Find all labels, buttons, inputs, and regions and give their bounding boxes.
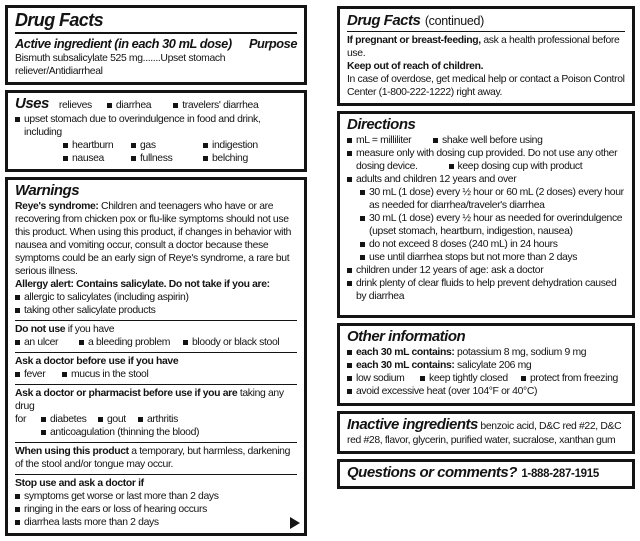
bullet-icon xyxy=(347,350,352,355)
uses-heading: Uses xyxy=(15,95,49,112)
divider xyxy=(347,31,625,32)
ask-doctor-item: fever xyxy=(15,368,62,381)
ask-pharmacist-item: arthritis xyxy=(138,413,178,426)
ask-doctor-item: mucus in the stool xyxy=(62,368,148,381)
phone-number: 1-888-287-1915 xyxy=(521,468,599,480)
purpose-heading: Purpose xyxy=(248,36,297,51)
uses-item: gas xyxy=(131,139,203,152)
allergy-item: taking other salicylate products xyxy=(15,304,297,317)
bullet-icon xyxy=(183,340,188,345)
do-not-use-line: Do not use if you have xyxy=(15,324,115,335)
continued-label: (continued) xyxy=(424,14,485,28)
bullet-icon xyxy=(347,389,352,394)
do-not-use-item: bloody or black stool xyxy=(183,336,279,349)
directions-item: drink plenty of clear fluids to help prevent dehydration caused by diarrhea xyxy=(347,277,625,303)
bullet-icon xyxy=(347,177,352,182)
uses-item: fullness xyxy=(131,152,203,165)
bullet-icon xyxy=(433,138,438,143)
continued-title-box xyxy=(337,6,635,106)
bullet-icon xyxy=(347,268,352,273)
divider xyxy=(15,384,297,385)
inactive-ingredients-heading: Inactive ingredients xyxy=(347,416,478,433)
bullet-icon xyxy=(15,494,20,499)
bullet-icon xyxy=(131,156,136,161)
directions-subitem: use until diarrhea stops but not more than 2 days xyxy=(360,251,625,264)
bullet-icon xyxy=(15,295,20,300)
bullet-icon xyxy=(15,340,20,345)
bullet-icon xyxy=(449,164,454,169)
other-info-item: each 30 mL contains: salicylate 206 mg xyxy=(347,359,625,372)
stop-use-item: ringing in the ears or loss of hearing occurs xyxy=(15,503,297,516)
bullet-icon xyxy=(15,117,20,122)
uses-item: heartburn xyxy=(63,139,131,152)
reyes-syndrome-paragraph: Reye's syndrome: Children and teenagers who have or are recovering from chicken pox or flu-like symptoms should not use this product. When using this product, if changes in behavior with nausea and vomiting occur, consult a doctor because these symptoms could be an early sign of Reye's syndrome, a rare but serious illness. xyxy=(15,201,292,277)
bullet-icon xyxy=(131,143,136,148)
active-ingredient-heading: Active ingredient (in each 30 mL dose) xyxy=(15,36,232,51)
uses-symptom-row xyxy=(63,139,297,152)
bullet-icon xyxy=(347,138,352,143)
allergy-alert-line: Allergy alert: Contains salicylate. Do not take if you are: xyxy=(15,279,270,290)
bullet-icon xyxy=(203,143,208,148)
bullet-icon xyxy=(360,190,365,195)
directions-item: children under 12 years of age: ask a doctor xyxy=(347,264,625,277)
other-info-item: low sodium xyxy=(347,372,420,385)
questions-heading: Questions or comments? xyxy=(347,464,517,481)
uses-item: diarrhea xyxy=(107,99,151,112)
bullet-icon xyxy=(15,308,20,313)
inactive-ingredients-paragraph: Inactive ingredients benzoic acid, D&C red #22, D&C red #28, flavor, glycerin, purified water, sucralose, xanthan gum xyxy=(347,416,622,446)
bullet-icon xyxy=(15,507,20,512)
bullet-icon xyxy=(98,417,103,422)
directions-subitem: 30 mL (1 dose) every ½ hour as needed for overindulgence (upset stomach, heartburn, indigestion, nausea) xyxy=(360,212,625,238)
other-info-item: protect from freezing xyxy=(521,372,618,385)
drug-facts-panel-right xyxy=(337,6,635,494)
uses-symptom-row xyxy=(63,152,297,165)
bullet-icon xyxy=(63,143,68,148)
title-and-active-ingredient-box xyxy=(5,5,307,85)
allergy-item: allergic to salicylates (including aspirin) xyxy=(15,291,297,304)
ask-pharmacist-line: Ask a doctor or pharmacist before use if you are taking any drug xyxy=(15,388,284,412)
continued-arrow-icon xyxy=(290,517,300,529)
ask-doctor-line: Ask a doctor before use if you have xyxy=(15,356,179,367)
divider xyxy=(15,32,297,34)
ask-pharmacist-item: anticoagulation (thinning the blood) xyxy=(41,426,297,439)
bullet-icon xyxy=(79,340,84,345)
directions-subitem: 30 mL (1 dose) every ½ hour or 60 mL (2 doses) every hour as needed for diarrhea/traveler's diarrhea xyxy=(360,186,625,212)
when-using-paragraph: When using this product a temporary, but harmless, darkening of the stool and/or tongue may occur. xyxy=(15,446,291,470)
directions-item: mL = milliliter xyxy=(347,134,433,147)
ask-pharmacist-items-row xyxy=(15,413,297,426)
stop-use-line: Stop use and ask a doctor if xyxy=(15,478,144,489)
bullet-icon xyxy=(521,376,526,381)
bullet-icon xyxy=(41,417,46,422)
ask-pharmacist-item: gout xyxy=(98,413,138,426)
inactive-ingredients-box xyxy=(337,411,635,454)
bullet-icon xyxy=(63,156,68,161)
directions-item: shake well before using xyxy=(433,134,543,147)
questions-line xyxy=(347,464,625,482)
active-ingredient-line: Bismuth subsalicylate 525 mg.......Upset stomach reliever/Antidiarrheal xyxy=(15,53,226,77)
directions-row xyxy=(347,134,625,147)
uses-item: indigestion xyxy=(203,139,258,152)
do-not-use-item: a bleeding problem xyxy=(79,336,183,349)
stop-use-item: diarrhea lasts more than 2 days xyxy=(15,516,297,529)
other-info-item: each 30 mL contains: potassium 8 mg, sodium 9 mg xyxy=(347,346,625,359)
other-information-heading: Other information xyxy=(347,328,466,345)
bullet-icon xyxy=(360,255,365,260)
directions-heading: Directions xyxy=(347,116,416,133)
bullet-icon xyxy=(107,103,112,108)
divider xyxy=(15,474,297,475)
overdose-line: In case of overdose, get medical help or contact a Poison Control Center (1-800-222-1222) right away. xyxy=(347,74,625,98)
drug-facts-panel-left xyxy=(5,5,307,541)
directions-item: measure only with dosing cup provided. Do not use any other dosing device. keep dosing cup with product xyxy=(347,147,625,173)
other-info-row xyxy=(347,372,625,385)
uses-intro: relieves xyxy=(58,100,92,111)
ask-doctor-items-row xyxy=(15,368,297,381)
warnings-heading: Warnings xyxy=(15,182,80,199)
bullet-icon xyxy=(62,372,67,377)
reyes-syndrome-label: Reye's syndrome: xyxy=(15,201,99,212)
pregnancy-line: If pregnant or breast-feeding, ask a health professional before use. xyxy=(347,35,620,59)
directions-box xyxy=(337,111,635,318)
uses-heading-row xyxy=(15,95,297,113)
bullet-icon xyxy=(203,156,208,161)
divider xyxy=(15,320,297,321)
bullet-icon xyxy=(360,242,365,247)
directions-item: adults and children 12 years and over xyxy=(347,173,625,186)
other-info-item: keep tightly closed xyxy=(420,372,521,385)
bullet-icon xyxy=(15,372,20,377)
bullet-icon xyxy=(15,520,20,525)
stop-use-item: symptoms get worse or last more than 2 days xyxy=(15,490,297,503)
questions-box xyxy=(337,459,635,489)
bullet-icon xyxy=(347,363,352,368)
warnings-box xyxy=(5,177,307,536)
bullet-icon xyxy=(347,376,352,381)
directions-subitem: do not exceed 8 doses (240 mL) in 24 hours xyxy=(360,238,625,251)
drug-facts-continued-title: Drug Facts (continued) xyxy=(347,12,485,29)
uses-item: upset stomach due to overindulgence in food and drink, including xyxy=(15,113,297,139)
for-label: for xyxy=(15,414,27,425)
bullet-icon xyxy=(173,103,178,108)
divider xyxy=(15,442,297,443)
ask-pharmacist-item: diabetes xyxy=(41,413,98,426)
divider xyxy=(15,352,297,353)
do-not-use-item: an ulcer xyxy=(15,336,79,349)
uses-item: travelers' diarrhea xyxy=(173,99,258,112)
uses-item: belching xyxy=(203,152,248,165)
other-information-box xyxy=(337,323,635,406)
bullet-icon xyxy=(138,417,143,422)
uses-item: nausea xyxy=(63,152,131,165)
bullet-icon xyxy=(347,151,352,156)
bullet-icon xyxy=(360,216,365,221)
drug-facts-title: Drug Facts xyxy=(15,10,104,30)
uses-box xyxy=(5,90,307,172)
bullet-icon xyxy=(420,376,425,381)
other-info-item: avoid excessive heat (over 104°F or 40°C) xyxy=(347,385,625,398)
keep-out-of-reach-line: Keep out of reach of children. xyxy=(347,61,484,72)
bullet-icon xyxy=(347,281,352,286)
bullet-icon xyxy=(41,430,46,435)
do-not-use-items-row xyxy=(15,336,297,349)
